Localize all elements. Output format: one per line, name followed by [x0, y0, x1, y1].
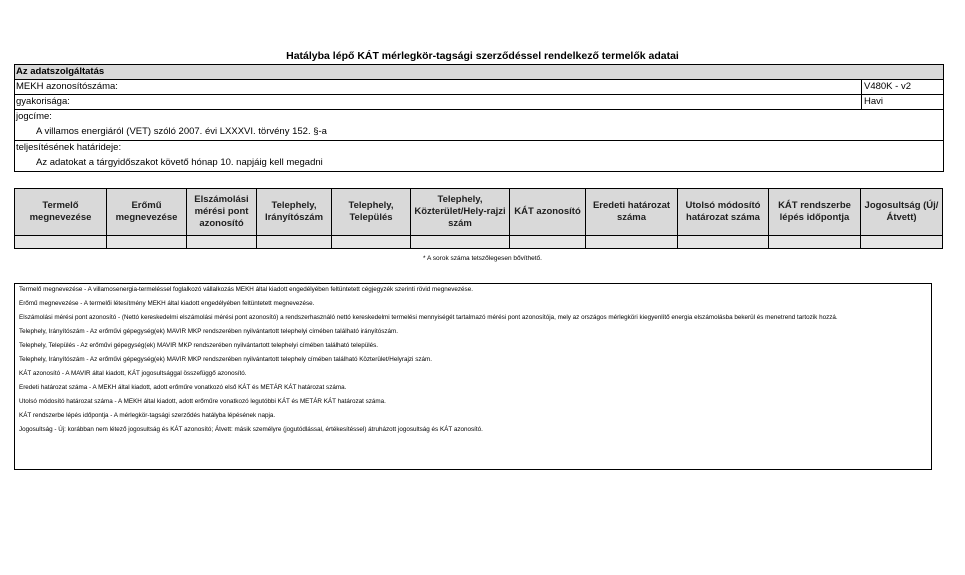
definition-item: KÁT azonosító - A MAVIR által kiadott, KÁT jogosultsággal összefüggő azonosító. [19, 369, 247, 377]
legal-basis-row [15, 110, 943, 141]
col-header-site-city: Telephely, Település [332, 189, 411, 236]
col-header-plant-name: Erőmű megnevezése [107, 189, 187, 236]
table-row [15, 236, 943, 249]
col-header-site-street: Telephely, Közterület/Hely-rajzi szám [411, 189, 510, 236]
table-cell[interactable] [769, 236, 861, 249]
table-cell[interactable] [107, 236, 187, 249]
table-cell[interactable] [257, 236, 332, 249]
mekh-row [15, 80, 943, 95]
col-header-kat-id: KÁT azonosító [510, 189, 586, 236]
deadline-row [15, 141, 943, 172]
col-header-original-decision: Eredeti határozat száma [586, 189, 678, 236]
definition-item: Telephely, Település - Az erőművi gépegység(ek) MAVIR MKP rendszerében nyilvántartott telephelyi címében található település. [19, 341, 379, 349]
definition-item: Jogosultság - Új: korábban nem létező jogosultság és KÁT azonosító; Átvett: másik személyre (jogutódlással, értékesítéssel) átruházott jogosultság és KÁT azonosító. [19, 425, 483, 433]
table-cell[interactable] [678, 236, 769, 249]
frequency-row [15, 95, 943, 110]
frequency-label: gyakorisága: [16, 96, 70, 107]
frequency-value: Havi [861, 95, 943, 109]
col-header-site-zip: Telephely, Irányítószám [257, 189, 332, 236]
rows-note: * A sorok száma tetszőlegesen bővíthető. [423, 255, 542, 262]
col-header-producer-name: Termelő megnevezése [15, 189, 107, 236]
mekh-label: MEKH azonosítószáma: [16, 81, 118, 92]
table-cell[interactable] [510, 236, 586, 249]
definition-item: Utolsó módosító határozat száma - A MEKH által kiadott, adott erőműre vonatkozó legutóbbi KÁT és METÁR KÁT határozat száma. [19, 397, 386, 405]
mekh-value: V480K - v2 [861, 80, 943, 94]
table-cell[interactable] [411, 236, 510, 249]
producer-table [14, 188, 943, 249]
table-cell[interactable] [15, 236, 107, 249]
info-block [14, 64, 944, 172]
table-cell[interactable] [586, 236, 678, 249]
definition-item: Erőmű megnevezése - A termelői létesítmény MEKH által kiadott engedélyében feltüntetett megnevezése. [19, 299, 315, 307]
table-cell[interactable] [861, 236, 943, 249]
page-title: Hatályba lépő KÁT mérlegkör-tagsági szerződéssel rendelkező termelők adatai [286, 50, 679, 62]
definition-item: KÁT rendszerbe lépés időpontja - A mérlegkör-tagsági szerződés hatályba lépésének napja. [19, 411, 276, 419]
table-cell[interactable] [332, 236, 411, 249]
definition-item: Elszámolási mérési pont azonosító - (Nettó kereskedelmi elszámolási mérési pont azonosító) a rendszerhasználó nettó kereskedelmi termelési mennyiségét tartalmazó mérési pont azonosítója, mely az országos mérlegköri kiegyenlítő energia elszámolásba bekerül és menetrend tartozik hozzá. [19, 313, 838, 321]
table-cell[interactable] [187, 236, 257, 249]
deadline-value: Az adatokat a tárgyidőszakot követő hónap 10. napjáig kell megadni [36, 157, 323, 168]
definition-item: Telephely, Irányítószám - Az erőművi gépegység(ek) MAVIR MKP rendszerében nyilvántartott telephelyi címében található irányítószám. [19, 327, 399, 335]
col-header-metering-point: Elszámolási mérési pont azonosító [187, 189, 257, 236]
definition-item: Termelő megnevezése - A villamosenergia-termeléssel foglalkozó vállalkozás MEKH által kiadott engedélyében feltüntetett cégjegyzék szerinti rövid megnevezése. [19, 286, 473, 293]
col-header-entry-date: KÁT rendszerbe lépés időpontja [769, 189, 861, 236]
deadline-label: teljesítésének határideje: [16, 142, 122, 153]
col-header-entitlement: Jogosultság (Új/Átvett) [861, 189, 943, 236]
definition-item: Eredeti határozat száma - A MEKH által kiadott, adott erőműre vonatkozó első KÁT és METÁR KÁT határozat száma. [19, 383, 347, 391]
legal-basis-label: jogcíme: [16, 111, 52, 122]
legal-basis-value: A villamos energiáról (VET) szóló 2007. évi LXXXVI. törvény 152. §-a [36, 126, 327, 137]
table-header-row [15, 189, 943, 236]
col-header-last-decision: Utolsó módosító határozat száma [678, 189, 769, 236]
definition-item: Telephely, Irányítószám - Az erőművi gépegység(ek) MAVIR MKP rendszerében nyilvántartott telephely címében található Közterület/Helyrajzi szám. [19, 355, 432, 363]
info-header: Az adatszolgáltatás [15, 65, 943, 80]
definitions-box [14, 283, 932, 470]
